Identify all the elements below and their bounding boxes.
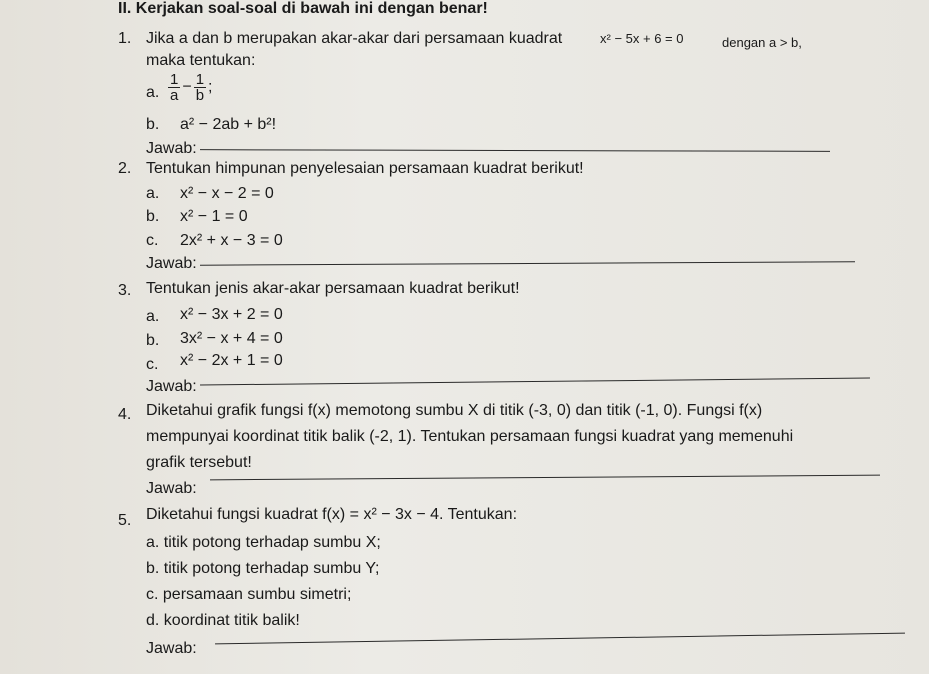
q5-answer-line bbox=[215, 633, 905, 645]
q1-number: 1. bbox=[118, 30, 132, 47]
q2-b-expression: x² − 1 = 0 bbox=[180, 208, 248, 225]
q5-a: a. titik potong terhadap sumbu X; bbox=[146, 534, 381, 551]
frac1-denominator: a bbox=[170, 87, 179, 104]
q5-c: c. persamaan sumbu simetri; bbox=[146, 586, 352, 603]
semicolon: ; bbox=[208, 78, 213, 96]
q3-c-expression: x² − 2x + 1 = 0 bbox=[180, 352, 283, 369]
q5-b: b. titik potong terhadap sumbu Y; bbox=[146, 560, 380, 577]
minus-sign: − bbox=[182, 78, 192, 96]
q3-jawab: Jawab: bbox=[146, 378, 197, 395]
q2-c-label: c. bbox=[146, 232, 159, 249]
q3-b-expression: 3x² − x + 4 = 0 bbox=[180, 330, 283, 347]
q4-line2: mempunyai koordinat titik balik (-2, 1). Tentukan persamaan fungsi kuadrat yang memenuhi bbox=[146, 428, 794, 445]
q2-a-expression: x² − x − 2 = 0 bbox=[180, 185, 274, 202]
q2-c-expression: 2x² + x − 3 = 0 bbox=[180, 232, 283, 249]
q3-c-label: c. bbox=[146, 356, 159, 373]
q2-answer-line bbox=[200, 261, 855, 265]
q1-text: Jika a dan b merupakan akar-akar dari persamaan kuadrat bbox=[146, 30, 563, 47]
q2-a-label: a. bbox=[146, 185, 160, 202]
q3-b-label: b. bbox=[146, 332, 160, 349]
fraction-1-over-a bbox=[168, 72, 180, 103]
q2-jawab: Jawab: bbox=[146, 255, 197, 272]
frac2-denominator: b bbox=[195, 87, 205, 104]
q5-jawab: Jawab: bbox=[146, 640, 197, 657]
q4-answer-line bbox=[210, 475, 880, 481]
q4-jawab: Jawab: bbox=[146, 480, 197, 497]
q4-line3: grafik tersebut! bbox=[146, 454, 252, 471]
q1-b-label: b. bbox=[146, 116, 160, 133]
q1-a-label: a. bbox=[146, 84, 160, 101]
q3-a-label: a. bbox=[146, 308, 160, 325]
q1-jawab: Jawab: bbox=[146, 140, 197, 157]
q3-number: 3. bbox=[118, 282, 132, 299]
q5-text: Diketahui fungsi kuadrat f(x) = x² − 3x − 4. Tentukan: bbox=[146, 506, 518, 523]
q3-answer-line bbox=[200, 377, 870, 385]
q4-line1: Diketahui grafik fungsi f(x) memotong sumbu X di titik (-3, 0) dan titik (-1, 0). Fungsi f(x) bbox=[146, 402, 763, 419]
q5-d: d. koordinat titik balik! bbox=[146, 612, 300, 629]
q1-condition: dengan a > b, bbox=[722, 35, 802, 50]
q1-text-b: maka tentukan: bbox=[146, 52, 256, 69]
q1-equation: x² − 5x + 6 = 0 bbox=[600, 31, 684, 46]
q1-answer-line bbox=[200, 149, 830, 152]
frac2-numerator: 1 bbox=[195, 71, 205, 88]
q3-text: Tentukan jenis akar-akar persamaan kuadrat berikut! bbox=[146, 280, 520, 297]
q1-a-expression bbox=[166, 72, 212, 103]
q2-b-label: b. bbox=[146, 208, 160, 225]
q4-number: 4. bbox=[118, 406, 132, 423]
q2-number: 2. bbox=[118, 160, 132, 177]
frac1-numerator: 1 bbox=[170, 71, 179, 88]
section-header: II. Kerjakan soal-soal di bawah ini dengan benar! bbox=[118, 0, 488, 17]
q3-a-expression: x² − 3x + 2 = 0 bbox=[180, 306, 283, 323]
q1-b-expression: a² − 2ab + b²! bbox=[180, 116, 277, 133]
q2-text: Tentukan himpunan penyelesaian persamaan kuadrat berikut! bbox=[146, 160, 584, 177]
fraction-1-over-b bbox=[194, 72, 206, 103]
q5-number: 5. bbox=[118, 512, 132, 529]
